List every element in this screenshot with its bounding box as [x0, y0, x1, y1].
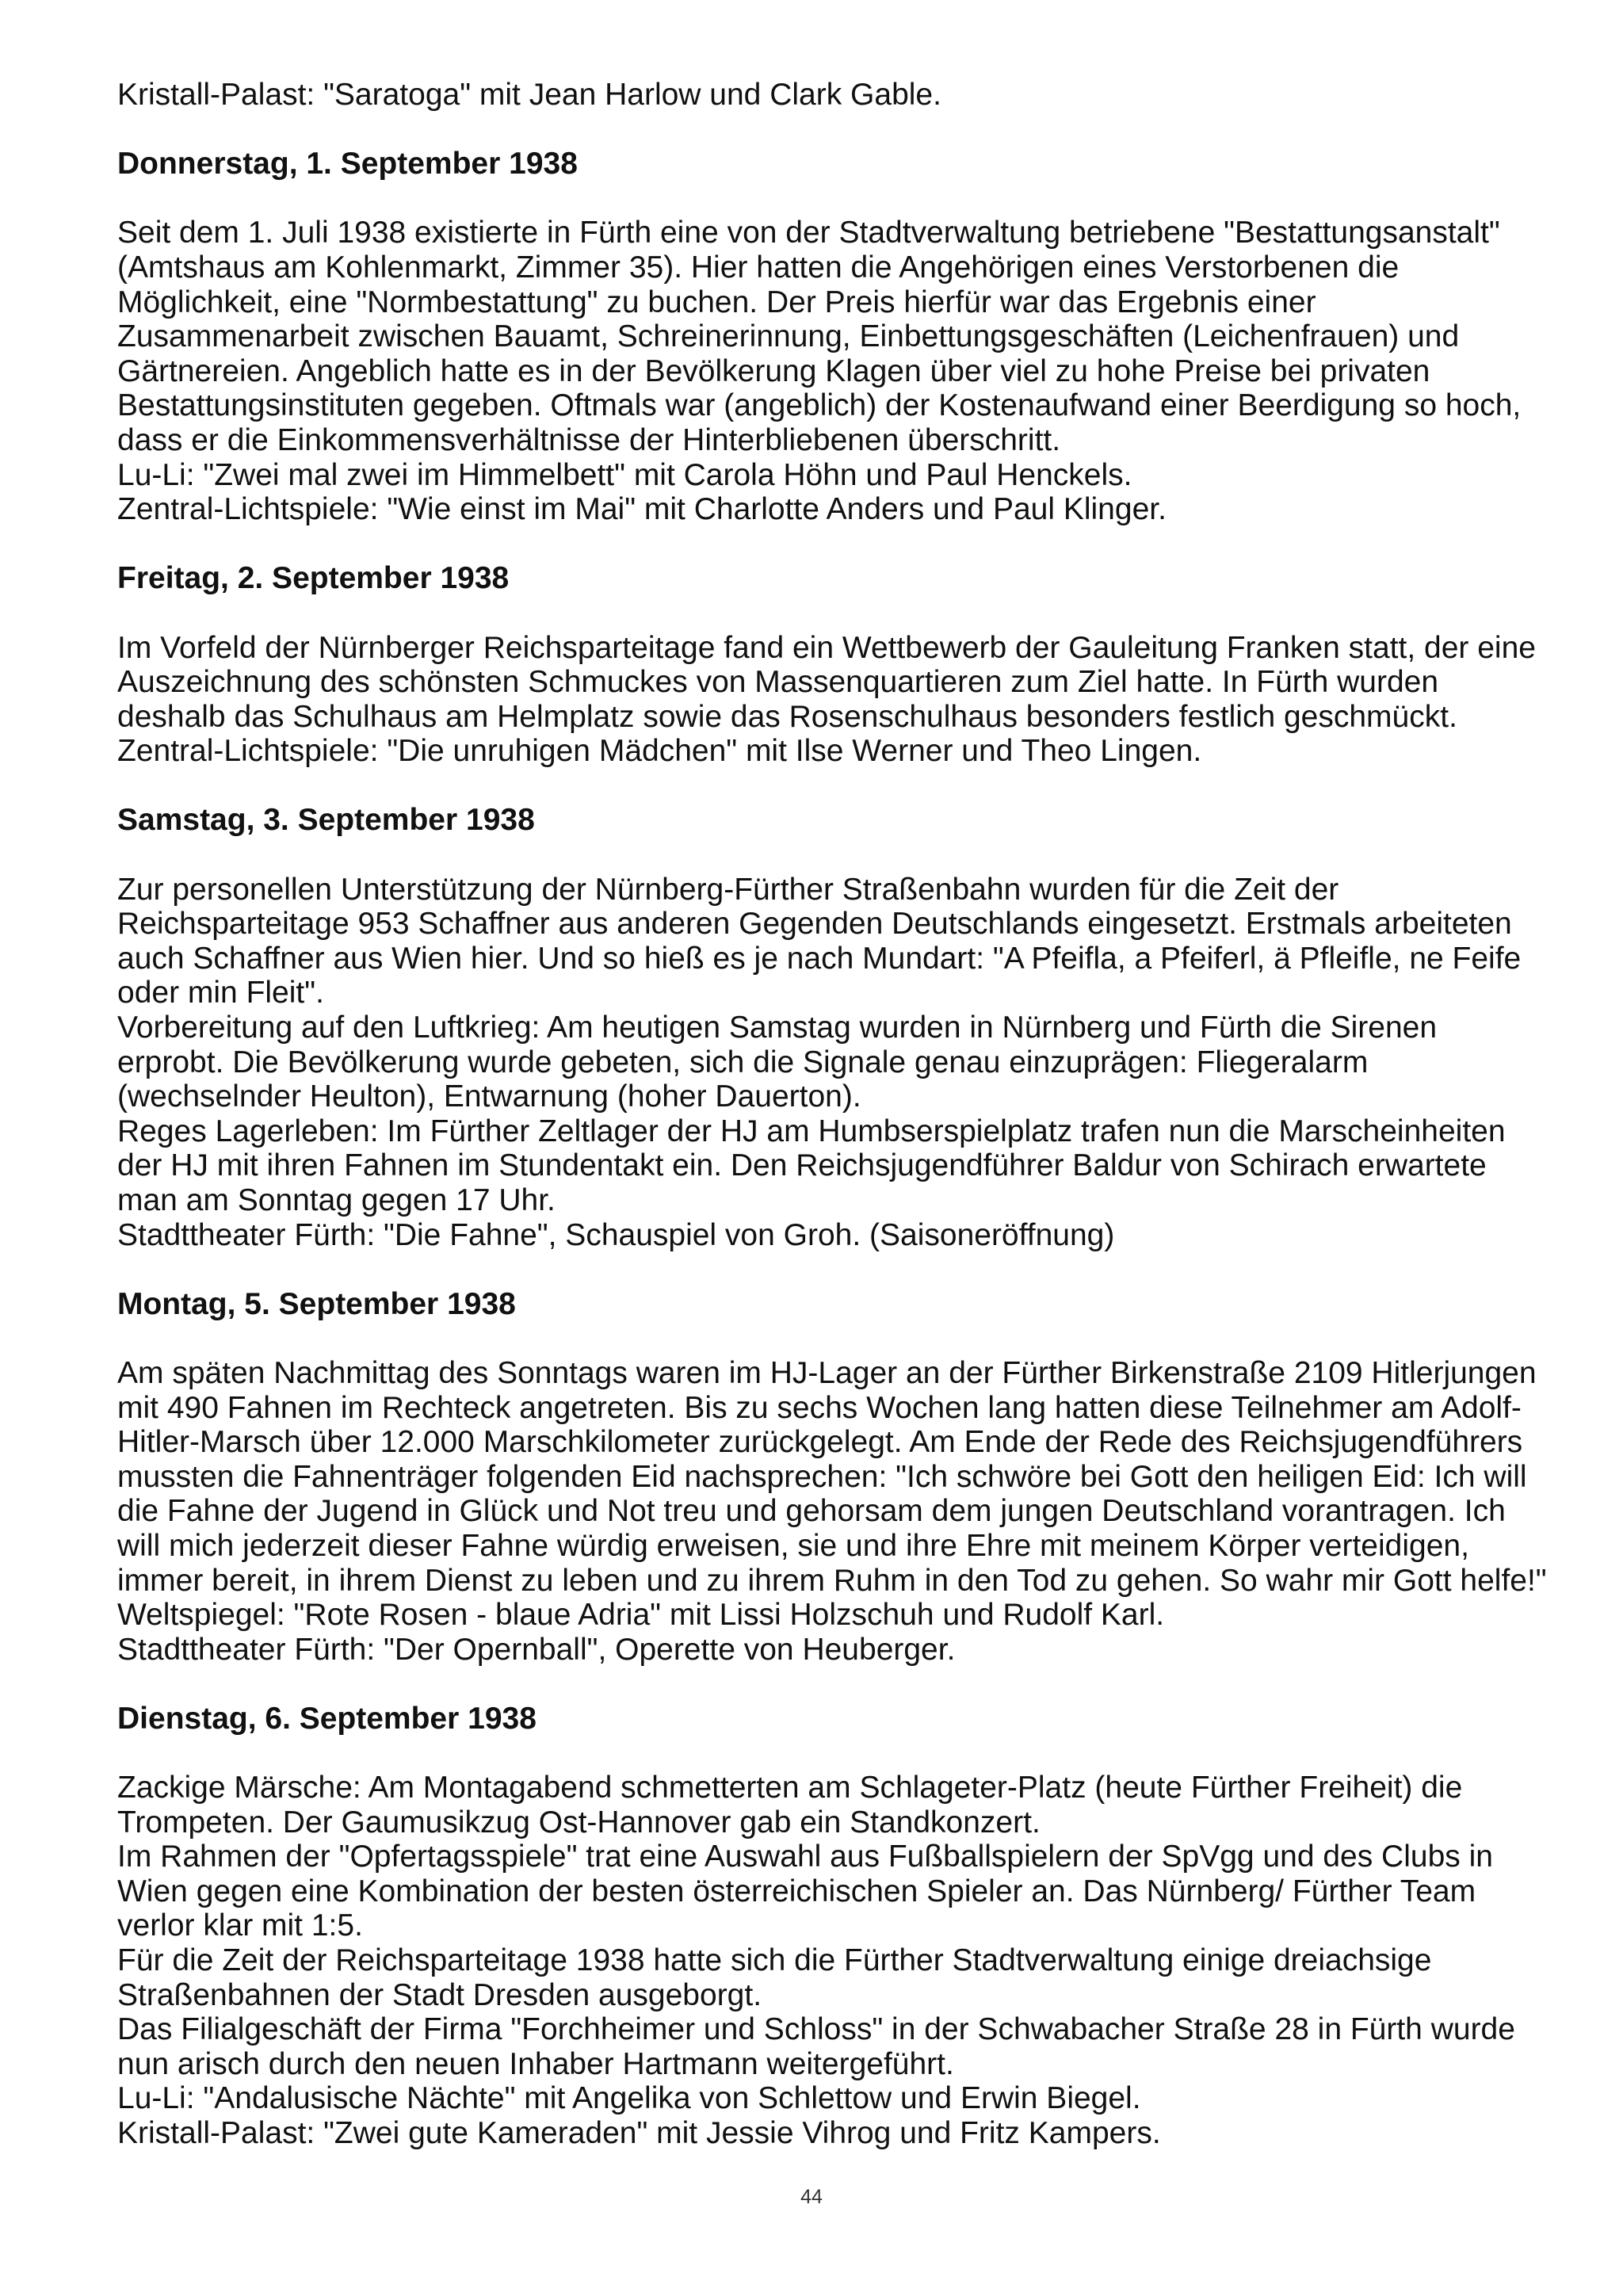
entry-date-heading: Freitag, 2. September 1938 [117, 561, 510, 596]
page-number: 44 [800, 2186, 823, 2208]
spacer [117, 527, 1552, 562]
entry-body: Seit dem 1. Juli 1938 existierte in Fürth eine von der Stadtverwaltung betriebene "Bestattungsanstalt" (Amtshaus am Kohlenmarkt, Zimmer 35). Hier hatten die Angehörigen eines Verstorbenen die Möglichkeit, eine "Normbestattung" zu buchen. Der Preis hierfür war das Ergebnis einer Zusammenarbeit zwischen Bauamt, Schreinerinnung, Einbettungsgeschäften (Leichenfrauen) und Gärtnereien. Angeblich hatte es in der Bevölkerung Klagen über viel zu hohe Preise bei privaten Bestattungsinstituten gegeben. Oftmals war (angeblich) der Kostenaufwand einer Beerdigung so hoch, dass er die Einkommensverhältnisse der Hinterbliebenen überschritt. Lu-Li: "Zwei mal zwei im Himmelbett" mit Carola Höhn und Paul Henckels. Zentral-Lichtspiele: "Wie einst im Mai" mit Charlotte Anders und Paul Klinger. [117, 216, 1522, 527]
entry-date-heading: Montag, 5. September 1938 [117, 1286, 516, 1321]
spacer [117, 1667, 1552, 1702]
entry-body: Am späten Nachmittag des Sonntags waren im HJ-Lager an der Fürther Birkenstraße 2109 Hitlerjungen mit 490 Fahnen im Rechteck angetreten. Bis zu sechs Wochen lang hatten diese Teilnehmer am Adolf- Hitler-Marsch über 12.000 Marschkilometer zurückgelegt. Am Ende der Rede des Reichsjugendführers mussten die Fahnenträger folgenden Eid nachsprechen: "Ich schwöre bei Gott den heiligen Eid: Ich will die Fahne der Jugend in Glück und Not treu und gehorsam dem jungen Deutschland vorantragen. Ich will mich jederzeit dieser Fahne würdig erweisen, sie und ihre Ehre mit meinem Körper verteidigen, immer bereit, in ihrem Dienst zu leben und zu ihrem Ruhm in den Tod zu gehen. So wahr mir Gott helfe!" Weltspiegel: "Rote Rosen - blaue Adria" mit Lissi Holzschuh und Rudolf Karl. Stadttheater Fürth: "Der Opernball", Operette von Heuberger. [117, 1355, 1547, 1667]
entry-body: Zackige Märsche: Am Montagabend schmetterten am Schlageter-Platz (heute Fürther Freiheit) die Trompeten. Der Gaumusikzug Ost-Hannover gab ein Standkonzert. Im Rahmen der "Opfertagsspiele" trat eine Auswahl aus Fußballspielern der SpVgg und des Clubs in Wien gegen eine Kombination der besten österreichischen Spieler an. Das Nürnberg/ Fürther Team verlor klar mit 1:5. Für die Zeit der Reichsparteitage 1938 hatte sich die Fürther Stadtverwaltung einige dreiachsige Straßenbahnen der Stadt Dresden ausgeborgt. Das Filialgeschäft der Firma "Forchheimer und Schloss" in der Schwabacher Straße 28 in Fürth wurde nun arisch durch den neuen Inhaber Hartmann weitergeführt. Lu-Li: "Andalusische Nächte" mit Angelika von Schlettow und Erwin Biegel. Kristall-Palast: "Zwei gute Kameraden" mit Jessie Vihrog und Fritz Kampers. [117, 1771, 1515, 2151]
entry-section [117, 1702, 1552, 2151]
spacer [117, 1736, 1552, 1771]
spacer [117, 113, 1552, 147]
spacer [117, 769, 1552, 804]
document-page [117, 78, 1552, 2151]
spacer [117, 1321, 1552, 1356]
entry-date-heading: Donnerstag, 1. September 1938 [117, 147, 578, 181]
entry-section [117, 147, 1552, 527]
entry-body: Im Vorfeld der Nürnberger Reichsparteitage fand ein Wettbewerb der Gauleitung Franken statt, der eine Auszeichnung des schönsten Schmuckes von Massenquartieren zum Ziel hatte. In Fürth wurden deshalb das Schulhaus am Helmplatz sowie das Rosenschulhaus besonders festlich geschmückt. Zentral-Lichtspiele: "Die unruhigen Mädchen" mit Ilse Werner und Theo Lingen. [117, 630, 1536, 769]
intro-paragraph: Kristall-Palast: "Saratoga" mit Jean Harlow und Clark Gable. [117, 78, 941, 112]
entry-section [117, 1287, 1552, 1668]
spacer [117, 181, 1552, 216]
entry-date-heading: Samstag, 3. September 1938 [117, 803, 535, 838]
spacer [117, 838, 1552, 873]
spacer [117, 1252, 1552, 1287]
entry-date-heading: Dienstag, 6. September 1938 [117, 1701, 537, 1736]
entry-body: Zur personellen Unterstützung der Nürnberg-Fürther Straßenbahn wurden für die Zeit der Reichsparteitage 953 Schaffner aus anderen Gegenden Deutschlands eingesetzt. Erstmals arbeiteten auch Schaffner aus Wien hier. Und so hieß es je nach Mundart: "A Pfeifla, a Pfeiferl, ä Pfleifle, ne Feife oder min Fleit". Vorbereitung auf den Luftkrieg: Am heutigen Samstag wurden in Nürnberg und Fürth die Sirenen erprobt. Die Bevölkerung wurde gebeten, sich die Signale genau einzuprägen: Fliegeralarm (wechselnder Heulton), Entwarnung (hoher Dauerton). Reges Lagerleben: Im Fürther Zeltlager der HJ am Humbserspielplatz trafen nun die Marscheinheiten der HJ mit ihren Fahnen im Stundentakt ein. Den Reichsjugendführer Baldur von Schirach erwartete man am Sonntag gegen 17 Uhr. Stadttheater Fürth: "Die Fahne", Schauspiel von Groh. (Saisoneröffnung) [117, 872, 1522, 1252]
spacer [117, 596, 1552, 631]
entry-section [117, 803, 1552, 1252]
entry-section [117, 561, 1552, 769]
